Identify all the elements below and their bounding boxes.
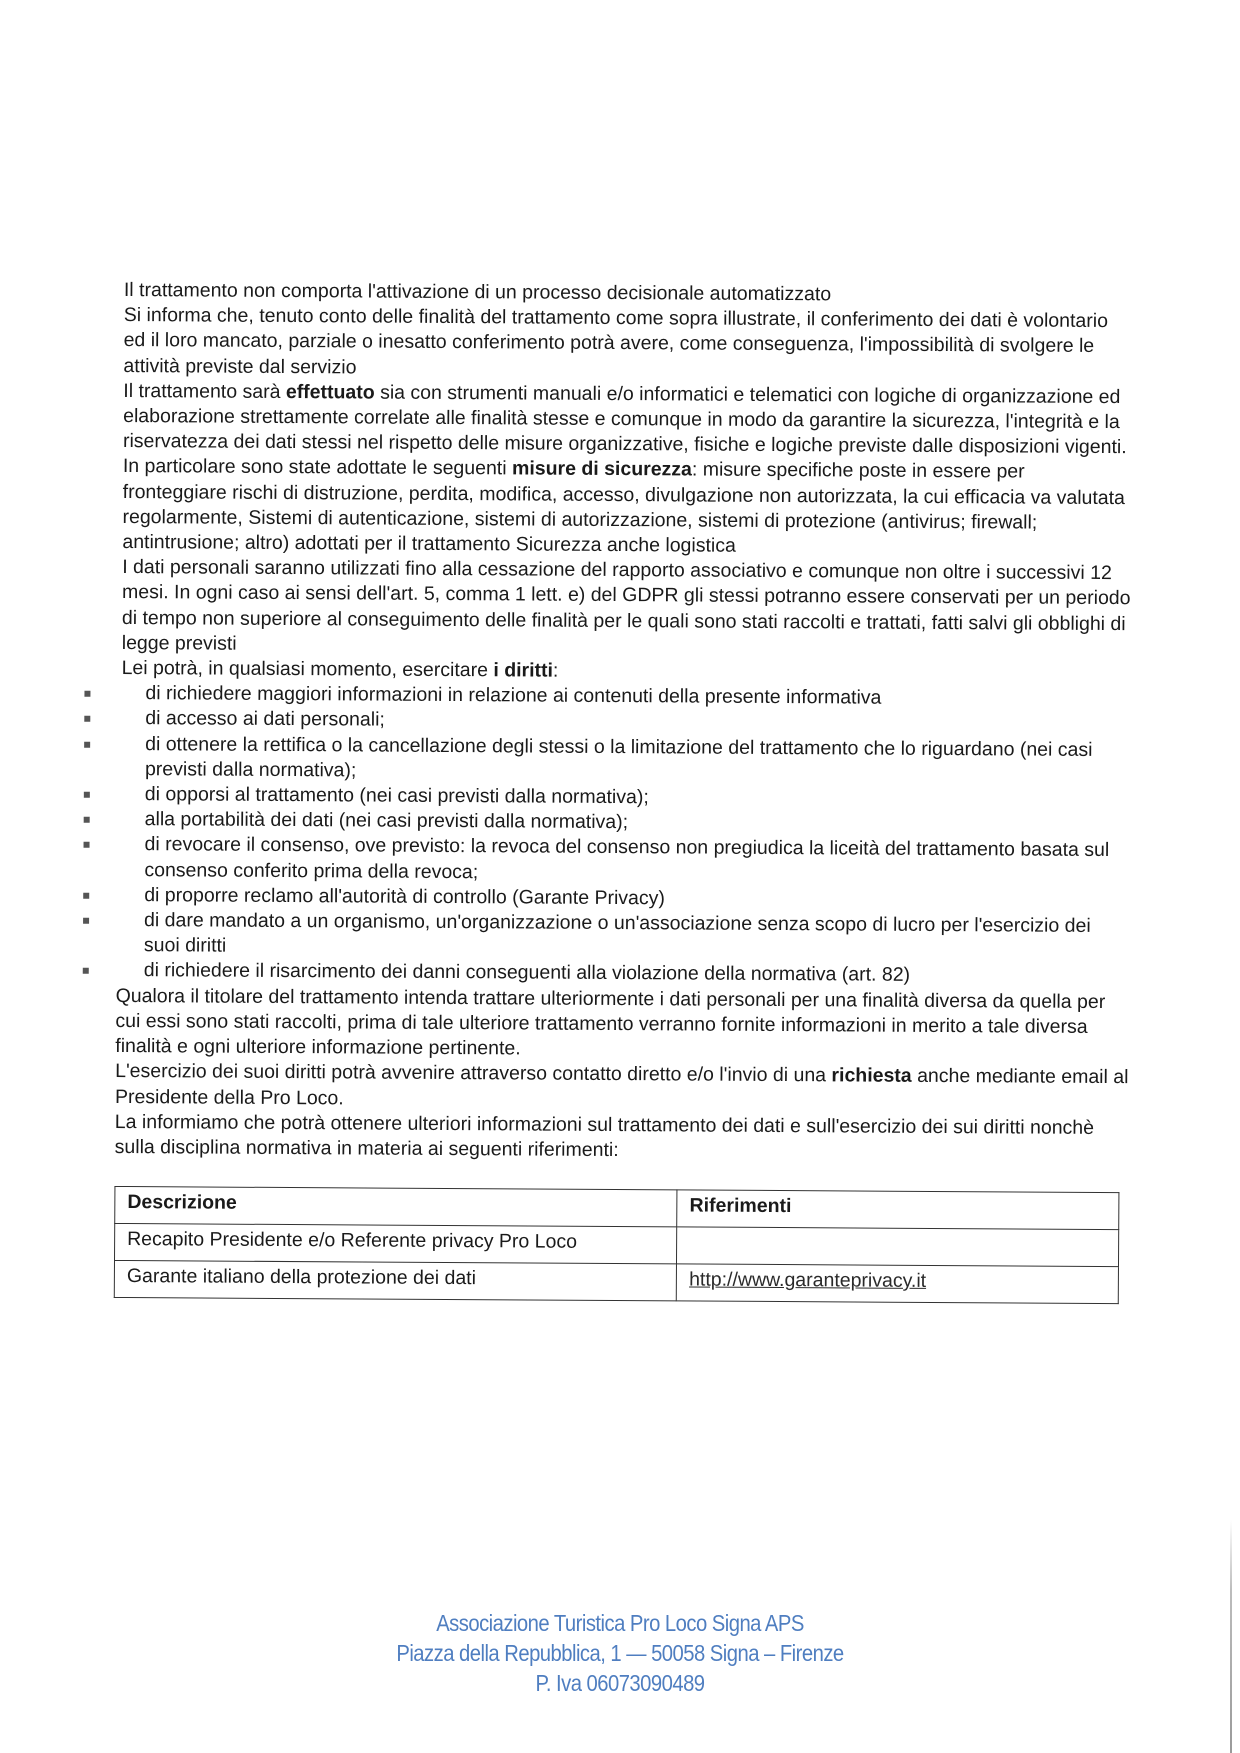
square-bullet-icon	[84, 741, 90, 747]
list-item: di opporsi al trattamento (nei casi previsti dalla normativa);	[117, 782, 1127, 813]
list-item: di proporre reclamo all'autorità di controllo (Garante Privacy)	[116, 883, 1126, 914]
table-header-row	[115, 1187, 1119, 1230]
column-header-riferimenti: Riferimenti	[677, 1190, 1119, 1230]
footer	[0, 1608, 1240, 1698]
square-bullet-icon	[84, 817, 90, 823]
paragraph-rights-intro: Lei potrà, in qualsiasi momento, esercitare i diritti:	[121, 657, 559, 682]
paragraph-further-processing: Qualora il titolare del trattamento intenda trattare ulteriormente i dati personali per una finalità diversa da quella per cui essi sono stati raccolti, prima di tale ulteriore trattamento verranno fornite informazioni in merito a tale diversa finalità e ogni ulteriore informazione pertinente.	[115, 984, 1106, 1060]
list-item: di richiedere maggiori informazioni in relazione ai contenuti della presente informativa	[117, 681, 1127, 712]
paragraph-automated-decision: Il trattamento non comporta l'attivazione di un processo decisionale automatizzato	[123, 278, 832, 306]
square-bullet-icon	[83, 893, 89, 899]
paragraph-retention: I dati personali saranno utilizzati fino alla cessazione del rapporto associativo e comunque non oltre i successivi 12 mesi. In ogni caso ai sensi dell'art. 5, comma 1 lett. e) del GDPR gli stessi potranno essere conservati per un periodo di tempo non superiore al conseguimento delle finalità per le quali sono stati raccolti e trattati, fatti salvi gli obblighi di legge previsti	[121, 556, 1131, 655]
paragraph-security-measures: In particolare sono state adottate le seguenti misure di sicurezza: misure specifiche poste in essere per fronteggiare rischi di distruzione, perdita, modifica, accesso, divulgazione non autorizzata, la cui efficacia va valutata regolarmente, Sistemi di autenticazione, sistemi di autorizzazione, sistemi di protezione (antivirus; firewall; antintrusione; altro) adottati per il trattamento Sicurezza anche logistica	[122, 455, 1126, 557]
references-table	[114, 1186, 1120, 1304]
square-bullet-icon	[83, 918, 89, 924]
closing-section	[114, 984, 1130, 1305]
document-body	[114, 278, 1134, 1304]
list-item: di ottenere la rettifica o la cancellazione degli stessi o la limitazione del trattamento che lo riguardano (nei casi previsti dalla normativa);	[117, 732, 1127, 789]
rights-list	[116, 681, 1128, 990]
table-cell	[677, 1227, 1119, 1267]
list-item: di dare mandato a un organismo, un'organizzazione o un'associazione senza scopo di lucro per l'esercizio dei suoi diritti	[116, 908, 1126, 965]
table-cell: Garante italiano della protezione dei dati	[114, 1261, 676, 1301]
list-item: alla portabilità dei dati (nei casi previsti dalla normativa);	[117, 807, 1127, 838]
footer-address: Piazza della Repubblica, 1 — 50058 Signa – Firenze	[396, 1640, 844, 1666]
column-header-descrizione: Descrizione	[115, 1187, 677, 1227]
paragraph-processing-method: Il trattamento sarà effettuato sia con strumenti manuali e/o informatici e telematici con logiche di organizzazione ed elaborazione strettamente correlate alle finalità stesse e comunque in modo da garantire la sicurezza, l'integrità e la riservatezza dei dati stessi nel rispetto delle misure organizzative, fisiche e logiche previste dalle disposizioni vigenti.	[122, 379, 1127, 459]
footer-vat-number: P. Iva 06073090489	[535, 1670, 705, 1696]
table-row	[114, 1224, 1118, 1267]
footer-association-name: Associazione Turistica Pro Loco Signa APS	[436, 1610, 804, 1636]
square-bullet-icon	[84, 716, 90, 722]
square-bullet-icon	[84, 691, 90, 697]
paragraph-exercise-rights: L'esercizio dei suoi diritti potrà avvenire attraverso contatto diretto e/o l'invio di una richiesta anche mediante email al Presidente della Pro Loco.	[114, 1060, 1129, 1109]
paragraph-data-provision: Si informa che, tenuto conto delle finalità del trattamento come sopra illustrate, il conferimento dei dati è volontario ed il loro mancato, parziale o inesatto conferimento potrà avere, come conseguenza, l'impossibilità di svolgere le attività previste dal servizio	[123, 304, 1109, 379]
paragraph-references-intro: La informiamo che potrà ottenere ulteriori informazioni sul trattamento dei dati e sull'esercizio dei sui diritti nonchè sulla disciplina normativa in materia ai seguenti riferimenti:	[114, 1110, 1095, 1161]
square-bullet-icon	[84, 842, 90, 848]
table-row	[114, 1261, 1118, 1304]
square-bullet-icon	[84, 792, 90, 798]
list-item: di richiedere il risarcimento dei danni conseguenti alla violazione della normativa (art. 82)	[116, 958, 1126, 989]
list-item: di revocare il consenso, ove previsto: la revoca del consenso non pregiudica la liceità del trattamento basata sul consenso conferito prima della revoca;	[116, 832, 1126, 889]
garante-privacy-link[interactable]: http://www.garanteprivacy.it	[676, 1264, 1118, 1304]
table-cell: Recapito Presidente e/o Referente privacy Pro Loco	[114, 1224, 676, 1264]
square-bullet-icon	[83, 968, 89, 974]
list-item: di accesso ai dati personali;	[117, 706, 1127, 737]
